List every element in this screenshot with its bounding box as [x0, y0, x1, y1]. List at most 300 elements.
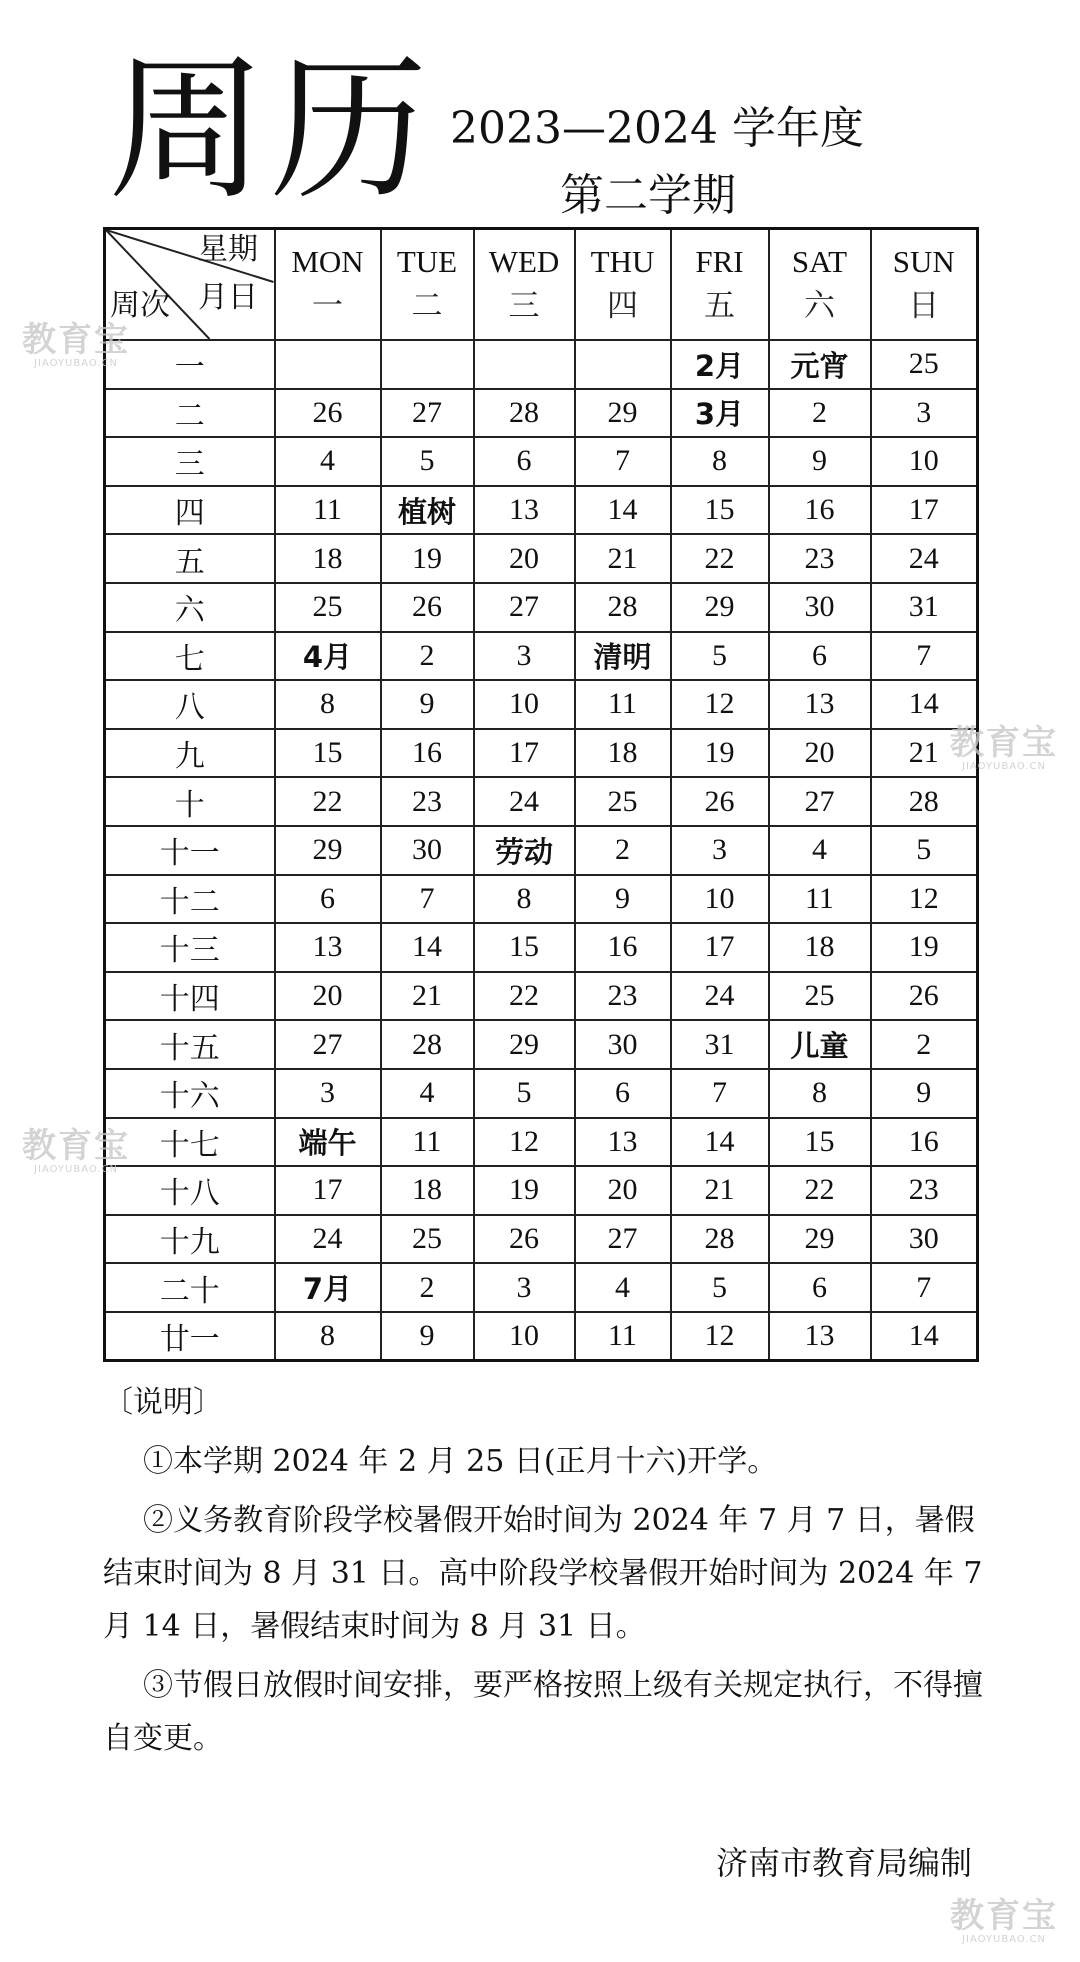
- week-number-cell: 十七: [105, 1118, 275, 1167]
- date-cell: [671, 1312, 769, 1361]
- day-header-cell: [474, 229, 575, 341]
- date-value: 16: [412, 736, 442, 770]
- date-cell: [381, 923, 474, 972]
- date-value: 26: [312, 395, 343, 429]
- date-cell: [275, 1020, 381, 1069]
- date-cell: [275, 1166, 381, 1215]
- date-value: 3: [916, 395, 932, 429]
- day-header-en: FRI: [695, 243, 744, 279]
- date-value: 6: [812, 1270, 827, 1304]
- date-cell: [381, 1312, 474, 1361]
- date-value: 7: [419, 881, 435, 915]
- date-value: 2: [419, 638, 435, 672]
- date-cell: [381, 972, 474, 1021]
- date-value: 7月: [302, 1272, 353, 1307]
- note-item-1: ①本学期 2024 年 2 月 25 日(正月十六)开学。: [143, 1444, 778, 1479]
- date-value: 13: [804, 1319, 835, 1353]
- date-value: 26: [908, 979, 939, 1013]
- date-value: 12: [704, 687, 735, 721]
- table-row: [105, 1312, 978, 1361]
- date-value: 8: [812, 1076, 827, 1110]
- publisher-credit: 济南市教育局编制: [715, 1844, 972, 1882]
- date-cell: [575, 680, 671, 729]
- day-header-cell: [871, 229, 978, 341]
- date-cell: [671, 1166, 769, 1215]
- date-value: 12: [908, 881, 939, 915]
- week-number-cell: 四: [105, 486, 275, 535]
- date-value: 18: [804, 930, 835, 964]
- date-cell: [671, 1069, 769, 1118]
- week-number-cell: 六: [105, 583, 275, 632]
- date-value: 2: [916, 1027, 932, 1061]
- week-calendar-table: [103, 227, 979, 1362]
- table-row: [105, 972, 978, 1021]
- date-value: 27: [412, 395, 442, 429]
- day-header-cell: [275, 229, 381, 341]
- day-header-en: THU: [590, 243, 655, 279]
- date-cell: [575, 875, 671, 924]
- day-header-en: TUE: [396, 243, 458, 279]
- date-value: 5: [712, 1270, 727, 1304]
- date-cell: [671, 437, 769, 486]
- week-number-cell: 十六: [105, 1069, 275, 1118]
- watermark-url: JIAOYUBAO.CN: [34, 358, 118, 369]
- date-cell: [575, 826, 671, 875]
- date-value: 9: [812, 444, 827, 478]
- date-cell: [474, 1312, 575, 1361]
- date-value: 22: [704, 541, 735, 575]
- date-value: 6: [320, 881, 335, 915]
- date-value: 22: [312, 784, 343, 818]
- date-cell: [275, 729, 381, 778]
- date-value: 21: [908, 736, 939, 770]
- date-cell: [871, 1118, 978, 1167]
- date-value: 28: [607, 590, 638, 624]
- date-cell: [381, 875, 474, 924]
- date-value: 24: [509, 784, 539, 818]
- date-cell: [275, 632, 381, 681]
- week-number-cell: 十四: [105, 972, 275, 1021]
- date-cell: [275, 923, 381, 972]
- date-cell: [769, 1118, 871, 1167]
- date-value: 11: [805, 881, 834, 915]
- date-cell: [671, 923, 769, 972]
- day-header-cn: 五: [704, 287, 735, 323]
- week-number-cell: 七: [105, 632, 275, 681]
- date-value: 5: [916, 833, 932, 867]
- date-value: 5: [516, 1076, 532, 1110]
- week-number-cell: 十八: [105, 1166, 275, 1215]
- date-cell: [769, 1020, 871, 1069]
- date-cell: [575, 389, 671, 438]
- date-value: 6: [615, 1076, 630, 1110]
- day-header-cn: 一: [312, 287, 343, 323]
- date-cell: [275, 486, 381, 535]
- date-value: 7: [712, 1076, 727, 1110]
- date-cell: [575, 632, 671, 681]
- date-cell: [671, 632, 769, 681]
- date-value: 端午: [298, 1126, 357, 1161]
- date-cell: [381, 437, 474, 486]
- date-value: 26: [509, 1221, 539, 1255]
- notes-section: [103, 1376, 983, 1765]
- date-cell: [871, 1069, 978, 1118]
- date-value: 11: [313, 493, 342, 527]
- date-value: 29: [312, 833, 343, 867]
- watermark-url: JIAOYUBAO.CN: [34, 1164, 118, 1175]
- date-cell: [474, 1118, 575, 1167]
- date-value: 10: [704, 881, 735, 915]
- date-cell: [575, 1118, 671, 1167]
- date-value: 2: [419, 1270, 435, 1304]
- week-number-cell: 三: [105, 437, 275, 486]
- date-cell: [671, 1263, 769, 1312]
- date-cell: [871, 972, 978, 1021]
- table-row: [105, 632, 978, 681]
- week-number-cell: 十二: [105, 875, 275, 924]
- date-value: 19: [509, 1173, 539, 1207]
- date-cell: [871, 1166, 978, 1215]
- day-header-cn: 四: [607, 287, 638, 323]
- date-value: 28: [704, 1221, 735, 1255]
- date-cell: [381, 340, 474, 389]
- date-cell: [769, 1215, 871, 1264]
- date-value: 11: [412, 1124, 442, 1158]
- date-cell: [769, 340, 871, 389]
- date-cell: [275, 1263, 381, 1312]
- table-row: [105, 340, 978, 389]
- date-value: 22: [509, 979, 539, 1013]
- date-value: 27: [607, 1221, 638, 1255]
- date-value: 20: [509, 541, 539, 575]
- corner-weekday-label: 星期: [198, 233, 258, 266]
- date-cell: [769, 972, 871, 1021]
- table-row: [105, 1069, 978, 1118]
- date-cell: [671, 1215, 769, 1264]
- week-number-cell: 八: [105, 680, 275, 729]
- date-cell: [671, 534, 769, 583]
- date-cell: [575, 972, 671, 1021]
- date-cell: [381, 1166, 474, 1215]
- date-value: 22: [804, 1173, 835, 1207]
- date-value: 7: [916, 1270, 932, 1304]
- date-value: 29: [607, 395, 638, 429]
- date-cell: [769, 923, 871, 972]
- date-value: 8: [320, 687, 335, 721]
- date-value: 7: [615, 444, 630, 478]
- table-row: [105, 680, 978, 729]
- page-title: 周历: [108, 38, 432, 222]
- day-header-cn: 日: [908, 287, 940, 323]
- date-value: 18: [312, 541, 343, 575]
- date-cell: [381, 1020, 474, 1069]
- corner-weekno-label: 周次: [110, 289, 170, 322]
- date-cell: [474, 486, 575, 535]
- date-value: 2: [812, 395, 827, 429]
- date-value: 23: [607, 979, 638, 1013]
- date-cell: [671, 389, 769, 438]
- date-value: 4月: [302, 640, 353, 675]
- day-header-cell: [769, 229, 871, 341]
- date-value: 6: [516, 444, 532, 478]
- date-cell: [769, 534, 871, 583]
- date-cell: [871, 680, 978, 729]
- week-number-cell: 一: [105, 340, 275, 389]
- date-cell: [275, 680, 381, 729]
- date-value: 25: [412, 1221, 442, 1255]
- date-cell: [871, 340, 978, 389]
- date-cell: [474, 1166, 575, 1215]
- date-cell: [474, 1069, 575, 1118]
- date-value: 9: [916, 1076, 932, 1110]
- date-value: 2月: [694, 348, 745, 383]
- date-cell: [474, 972, 575, 1021]
- table-header-row: [105, 229, 978, 341]
- date-cell: [769, 437, 871, 486]
- date-cell: [381, 1069, 474, 1118]
- date-cell: [474, 826, 575, 875]
- date-cell: [381, 777, 474, 826]
- date-cell: [474, 1020, 575, 1069]
- date-value: 29: [704, 590, 735, 624]
- date-value: 23: [412, 784, 442, 818]
- date-value: 元宵: [790, 348, 849, 383]
- date-cell: [381, 534, 474, 583]
- watermark-text: 教育宝: [950, 723, 1058, 763]
- corner-header-cell: [105, 229, 275, 341]
- date-value: 26: [704, 784, 735, 818]
- date-cell: [275, 875, 381, 924]
- date-cell: [474, 729, 575, 778]
- date-value: 5: [419, 444, 435, 478]
- date-value: 28: [908, 784, 939, 818]
- date-cell: [769, 486, 871, 535]
- date-value: 30: [804, 590, 835, 624]
- table-row: [105, 1166, 978, 1215]
- note-item-3: ③节假日放假时间安排，要严格按照上级有关规定执行，不得擅自变更。: [103, 1668, 983, 1756]
- date-value: 25: [804, 979, 835, 1013]
- date-cell: [769, 389, 871, 438]
- term-title: 第二学期: [560, 170, 736, 221]
- date-cell: [871, 437, 978, 486]
- week-number-cell: 十九: [105, 1215, 275, 1264]
- date-value: 24: [704, 979, 735, 1013]
- day-header-cn: 二: [411, 287, 443, 323]
- date-cell: [575, 583, 671, 632]
- date-cell: [871, 875, 978, 924]
- date-cell: [769, 777, 871, 826]
- date-cell: [575, 1020, 671, 1069]
- date-cell: [474, 680, 575, 729]
- date-cell: [275, 1312, 381, 1361]
- date-cell: [381, 632, 474, 681]
- date-value: 28: [412, 1027, 442, 1061]
- date-value: 12: [509, 1124, 539, 1158]
- date-cell: [871, 826, 978, 875]
- date-value: 18: [412, 1173, 442, 1207]
- date-cell: [871, 1263, 978, 1312]
- table-row: [105, 923, 978, 972]
- date-value: 20: [804, 736, 835, 770]
- date-cell: [381, 680, 474, 729]
- table-row: [105, 486, 978, 535]
- table-row: [105, 437, 978, 486]
- date-cell: [474, 1263, 575, 1312]
- date-cell: [575, 729, 671, 778]
- date-cell: [769, 1312, 871, 1361]
- school-year: 2023—2024 学年度: [450, 103, 864, 154]
- week-number-cell: 二: [105, 389, 275, 438]
- date-value: 31: [908, 590, 939, 624]
- date-cell: [871, 486, 978, 535]
- week-number-cell: 九: [105, 729, 275, 778]
- date-cell: [671, 340, 769, 389]
- date-value: 18: [607, 736, 638, 770]
- date-value: 11: [608, 687, 637, 721]
- table-row: [105, 777, 978, 826]
- date-cell: [474, 583, 575, 632]
- date-value: 13: [509, 493, 539, 527]
- date-cell: [871, 1215, 978, 1264]
- date-cell: [871, 1020, 978, 1069]
- date-cell: [381, 1215, 474, 1264]
- day-header-cell: [671, 229, 769, 341]
- date-cell: [275, 1118, 381, 1167]
- date-cell: [671, 680, 769, 729]
- date-value: 4: [320, 444, 335, 478]
- date-cell: [275, 437, 381, 486]
- watermark-text: 教育宝: [22, 1126, 130, 1166]
- date-cell: [381, 1263, 474, 1312]
- date-cell: [381, 729, 474, 778]
- date-value: 21: [704, 1173, 735, 1207]
- date-value: 25: [312, 590, 343, 624]
- date-value: 17: [704, 930, 735, 964]
- date-cell: [769, 826, 871, 875]
- date-value: 25: [908, 347, 939, 381]
- date-cell: [575, 1166, 671, 1215]
- date-cell: [871, 632, 978, 681]
- date-cell: [575, 923, 671, 972]
- date-cell: [381, 1118, 474, 1167]
- date-value: 9: [419, 1319, 435, 1353]
- date-cell: [769, 583, 871, 632]
- date-value: 13: [607, 1124, 638, 1158]
- date-cell: [769, 632, 871, 681]
- date-value: 13: [804, 687, 835, 721]
- date-value: 19: [412, 541, 442, 575]
- day-header-cell: [575, 229, 671, 341]
- date-value: 14: [908, 687, 939, 721]
- date-cell: [474, 632, 575, 681]
- date-value: 30: [908, 1221, 939, 1255]
- date-cell: [671, 1020, 769, 1069]
- date-cell: [769, 1263, 871, 1312]
- date-cell: [769, 729, 871, 778]
- table-row: [105, 583, 978, 632]
- day-header-cell: [381, 229, 474, 341]
- date-value: 13: [312, 930, 343, 964]
- date-value: 14: [704, 1124, 735, 1158]
- date-value: 30: [607, 1027, 638, 1061]
- date-cell: [769, 1166, 871, 1215]
- date-cell: [871, 923, 978, 972]
- date-value: 21: [412, 979, 442, 1013]
- week-number-cell: 廿一: [105, 1312, 275, 1361]
- watermark-text: 教育宝: [950, 1896, 1058, 1936]
- week-number-cell: 十三: [105, 923, 275, 972]
- table-row: [105, 729, 978, 778]
- date-value: 27: [509, 590, 539, 624]
- date-value: 劳动: [494, 834, 553, 869]
- date-value: 21: [607, 541, 638, 575]
- day-header-en: MON: [291, 243, 364, 279]
- date-value: 7: [916, 638, 932, 672]
- date-cell: [381, 826, 474, 875]
- date-value: 4: [419, 1076, 435, 1110]
- date-cell: [474, 389, 575, 438]
- date-cell: [575, 1263, 671, 1312]
- date-cell: [381, 389, 474, 438]
- date-value: 17: [509, 736, 539, 770]
- table-row: [105, 1215, 978, 1264]
- date-value: 17: [312, 1173, 343, 1207]
- date-value: 4: [615, 1270, 630, 1304]
- watermark-logo: [22, 1128, 130, 1176]
- date-value: 2: [615, 833, 630, 867]
- date-cell: [275, 972, 381, 1021]
- date-value: 植树: [397, 494, 456, 529]
- date-value: 11: [608, 1319, 637, 1353]
- date-value: 5: [712, 638, 727, 672]
- day-header-en: SUN: [892, 243, 955, 279]
- date-value: 16: [908, 1124, 939, 1158]
- date-value: 27: [312, 1027, 343, 1061]
- date-value: 3: [516, 1270, 532, 1304]
- date-value: 19: [704, 736, 735, 770]
- date-value: 4: [812, 833, 827, 867]
- date-cell: [381, 486, 474, 535]
- date-cell: [275, 534, 381, 583]
- table-row: [105, 1263, 978, 1312]
- date-cell: [575, 340, 671, 389]
- date-value: 15: [704, 493, 735, 527]
- corner-monthday-label: 月日: [198, 281, 258, 314]
- table-row: [105, 826, 978, 875]
- day-header-en: WED: [488, 243, 560, 279]
- table-row: [105, 1118, 978, 1167]
- date-value: 12: [704, 1319, 735, 1353]
- date-cell: [474, 534, 575, 583]
- date-value: 26: [412, 590, 442, 624]
- notes-title: 〔说明〕: [103, 1385, 223, 1420]
- date-cell: [275, 340, 381, 389]
- date-cell: [381, 583, 474, 632]
- week-number-cell: 二十: [105, 1263, 275, 1312]
- date-value: 10: [509, 1319, 539, 1353]
- date-cell: [671, 583, 769, 632]
- watermark-text: 教育宝: [22, 320, 130, 360]
- date-value: 16: [607, 930, 638, 964]
- date-value: 28: [509, 395, 539, 429]
- date-cell: [275, 389, 381, 438]
- date-value: 8: [320, 1319, 335, 1353]
- day-header-cn: 三: [508, 287, 540, 323]
- date-value: 24: [312, 1221, 343, 1255]
- date-cell: [769, 1069, 871, 1118]
- date-cell: [769, 875, 871, 924]
- date-value: 19: [908, 930, 939, 964]
